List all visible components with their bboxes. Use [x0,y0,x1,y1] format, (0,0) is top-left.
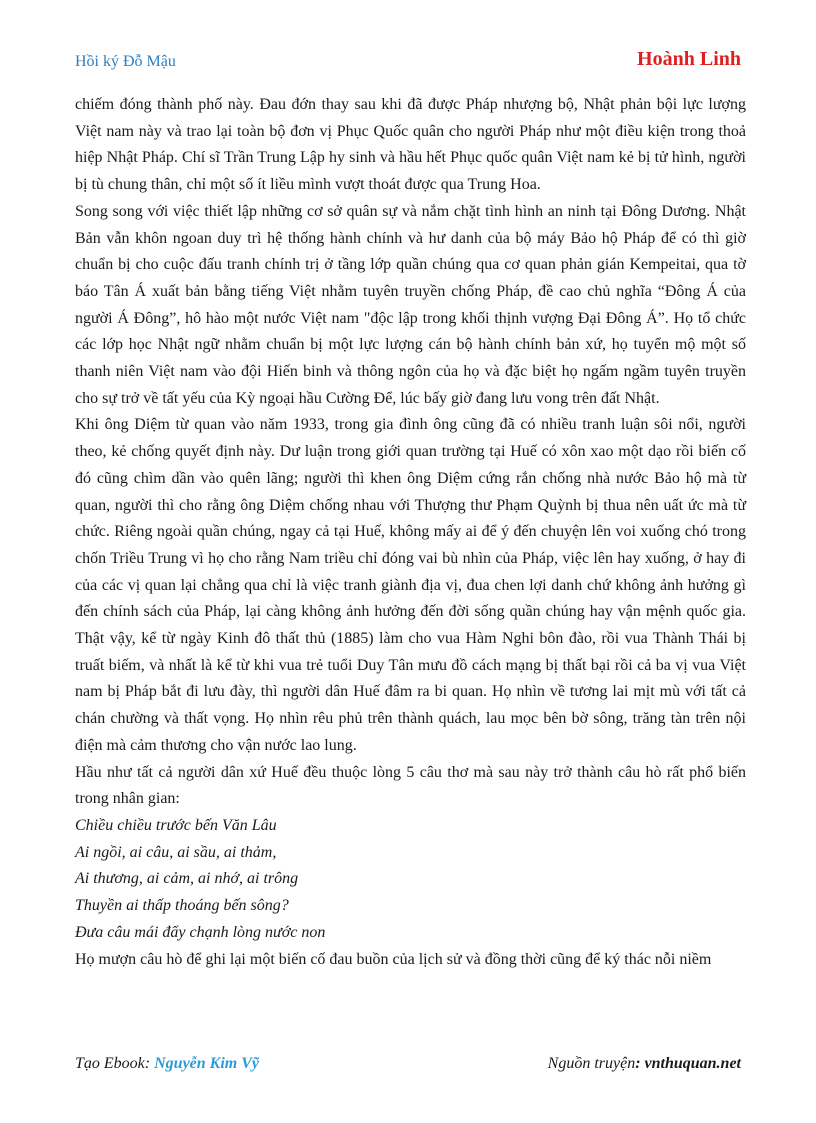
ebook-credit: Tạo Ebook: Nguyễn Kim Vỹ [75,1055,259,1072]
page-body [75,92,746,973]
source-label: Nguồn truyện [547,1055,636,1072]
poem-line: Thuyền ai thấp thoáng bến sông? [75,897,289,915]
poem-line: Đưa câu mái đẩy chạnh lòng nước non [75,923,326,941]
paragraph: Song song với việc thiết lập những cơ sở quân sự và nắm chặt tình hình an ninh tại Đông Dương. Nhật Bản vẫn khôn ngoan duy trì hệ thống hành chính và hư danh của bộ máy Bảo hộ Pháp để có thì giờ chuẩn bị cho cuộc đấu tranh chính trị ở tầng lớp quần chúng qua cơ quan phản gián Kempeitai, qua tờ báo Tân Á xuất bản bằng tiếng Việt nhằm tuyên truyền chống Pháp, đề cao chủ nghĩa “Đông Á của người Á Đông”, hô hào một nước Việt nam "độc lập trong khối thịnh vượng Đại Đông Á”. Họ tổ chức các lớp học Nhật ngữ nhằm chuẩn bị một lực lượng cán bộ hành chính bản xứ, họ tuyển mộ một số thanh niên Việt nam vào đội Hiến binh và thông ngôn của họ và đặc biệt họ ngấm ngầm tuyên truyền cho sự trở về tất yếu của Kỳ ngoại hầu Cường Để, lúc bấy giờ đang lưu vong trên đất Nhật. [75,202,746,407]
paragraph: Hầu như tất cả người dân xứ Huế đều thuộc lòng 5 câu thơ mà sau này trở thành câu hò rất phổ biến trong nhân gian: [75,763,746,808]
poem-line: Ai ngồi, ai câu, ai sầu, ai thảm, [75,843,277,861]
source-site: vnthuquan.net [644,1055,741,1072]
page-header [75,48,741,76]
poem-line: Chiều chiều trước bến Văn Lâu [75,816,277,834]
ebook-author: Nguyễn Kim Vỹ [154,1055,259,1072]
source-credit: Nguồn truyện: vnthuquan.net [547,1055,741,1072]
author-name: Hoành Linh [637,48,741,70]
poem [75,813,746,947]
poem-line: Ai thương, ai cảm, ai nhớ, ai trông [75,870,299,888]
book-title: Hồi ký Đỗ Mậu [75,53,176,70]
paragraph: Họ mượn câu hò để ghi lại một biến cố đau buồn của lịch sử và đồng thời cũng để ký thác nỗi niềm [75,950,712,968]
paragraph: chiếm đóng thành phố này. Đau đớn thay sau khi đã được Pháp nhượng bộ, Nhật phản bội lực lượng Việt nam này và trao lại toàn bộ đơn vị Phục Quốc quân cho người Pháp như một điều kiện trong thoả hiệp Nhật Pháp. Chí sĩ Trần Trung Lập hy sinh và hầu hết Phục quốc quân Việt nam kẻ bị tử hình, người bị tù chung thân, chỉ một số ít liều mình vượt thoát được qua Trung Hoa. [75,96,746,194]
paragraph: Khi ông Diệm từ quan vào năm 1933, trong gia đình ông cũng đã có nhiều tranh luận sôi nổi, người theo, kẻ chống quyết định này. Dư luận trong giới quan trường tại Huế có xôn xao một dạo rồi biến cố đó cũng chìm dần vào quên lãng; người thì khen ông Diệm cứng rắn chống nhà nước Bảo hộ mà từ quan, người thì cho rằng ông Diệm chống nhau với Thượng thư Phạm Quỳnh bị thua nên uất ức mà từ chức. Riêng ngoài quần chúng, ngay cả tại Huế, không mấy ai để ý đến chuyện lên voi xuống chó trong chốn Triều Trung vì họ cho rằng Nam triều chỉ đóng vai bù nhìn của Pháp, việc lên hay xuống, ở hay đi của các vị quan lại chẳng qua chỉ là việc tranh giành địa vị, đua chen lợi danh chứ không ảnh hưởng gì đến chính sách của Pháp, lại càng không ảnh hưởng đến đời sống quần chúng hay vận mệnh quốc gia. Thật vậy, kể từ ngày Kinh đô thất thủ (1885) làm cho vua Hàm Nghi bôn đào, rồi vua Thành Thái bị truất biếm, và nhất là kể từ khi vua trẻ tuổi Duy Tân mưu đồ cách mạng bị thất bại rồi cả ba vị vua Việt nam bị Pháp bắt đi lưu đày, thì người dân Huế đâm ra bi quan. Họ nhìn về tương lai mịt mù với tất cả chán chường và thất vọng. Họ nhìn rêu phủ trên thành quách, lau mọc bên bờ sông, trăng tàn trên nội điện mà cảm thương cho vận nước lao lung. [75,416,746,754]
ebook-label: Tạo Ebook [75,1055,145,1072]
